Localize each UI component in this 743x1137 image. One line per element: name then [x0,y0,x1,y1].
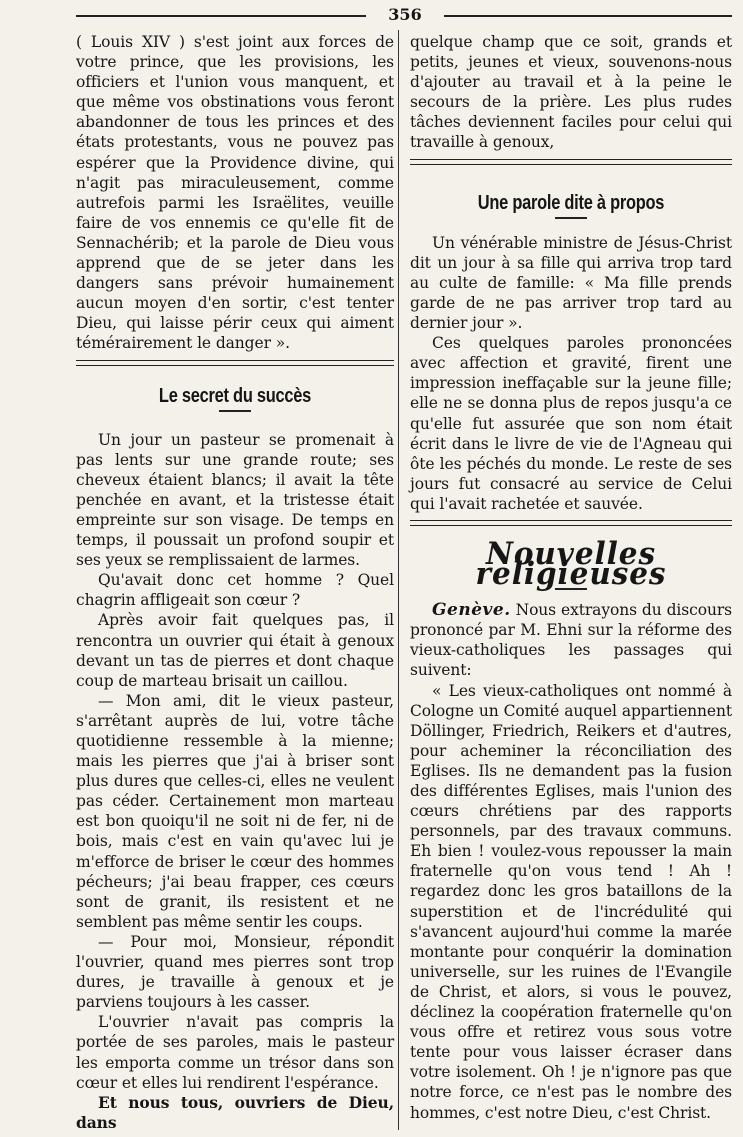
article-paragraph: L'ouvrier n'avait pas compris la portée de ses paroles, mais le pasteur les emporta comme un trésor dans son cœur et elles lui rendirent l'espérance. [76,1013,394,1092]
header-rule-right [444,15,732,17]
section-title: Nouvelles religieuses [475,535,667,593]
article-paragraph: Un jour un pasteur se promenait à pas lents sur une grande route; ses cheveux étaient blancs; il avait la tête penchée en avant, et la tristesse était empreinte sur son visage. De temps en temps, il poussait un profond soupir et ses yeux se remplissaient de larmes. [76,430,394,570]
page-number: 356 [388,5,422,24]
right-column [410,32,732,1123]
news-paragraph [410,600,732,680]
page-header [76,4,732,26]
article-paragraph: Un vénérable ministre de Jésus-Christ dit un jour à sa fille qui arriva trop tard au culte de famille: « Ma fille prends garde de ne pas arriver trop tard au dernier jour ». [410,233,732,333]
article-title: Le secret du succès [158,384,312,407]
article-paragraph: — Mon ami, dit le vieux pasteur, s'arrêtant auprès de lui, votre tâche quotidienne ressemble à la mienne; mais les pierres que j'ai à briser sont plus dures que celles-ci, elles ne veulent pas céder. Certainement mon marteau est bon quoiqu'il ne soit ni de fer, ni de bois, mais c'est en vain qu'avec lui je m'efforce de briser le cœur des hommes pécheurs; j'ai beau frapper, ces cœurs sont de granit, ils resistent et ne semblent pas même sentir les coups. [76,691,394,931]
article-paragraph: Et nous tous, ouvriers de Dieu, dans [76,1092,394,1132]
column-divider [398,30,399,1130]
continuation-paragraph: quelque champ que ce soit, grands et petits, jeunes et vieux, souvenons-nous d'ajouter au travail et à la peine le secours de la prière. Les plus rudes tâches deviennent faciles pour celui qui travaille à genoux, [410,33,732,152]
place-name: Genève. [432,600,511,621]
article-paragraph: — Pour moi, Monsieur, répondit l'ouvrier, quand mes pierres sont trop dures, je travaille à genoux et je parviens toujours à les casser. [76,932,394,1012]
left-column [76,32,394,1133]
article-title: Une parole dite à propos [477,191,665,214]
header-rule-left [76,15,366,17]
article-paragraph: Qu'avait donc cet homme ? Quel chagrin affligeait son cœur ? [76,571,394,610]
news-intro: Nous extrayons du discours prononcé par M. Ehni sur la réforme des vieux-catholiques les passages qui suivent: [410,601,732,680]
continuation-paragraph: ( Louis XIV ) s'est joint aux forces de votre prince, que les provisions, les officiers et l'union vous manquent, et que même vos obstinations vous feront abandonner de tous les princes et des états protestants, vous ne pouvez pas espérer que la Providence divine, qui n'agit pas miraculeusement, comme autrefois parmi les Israëlites, veuille faire de vos ennemis ce qu'elle fit de Sennachérib; et la parole de Dieu vous apprend que de se jeter dans les dangers sans prévoir humainement aucun moyen d'en sortir, c'est tenter Dieu, qui laisse périr ceux qui aiment témérairement le danger ». [76,33,394,353]
quote-paragraph: « Les vieux-catholiques ont nommé à Cologne un Comité auquel appartiennent Döllinger, Friedrich, Reikers et d'autres, pour acheminer la réconciliation des Eglises. Ils ne demandent pas la fusion des différentes Eglises, mais l'union des cœurs chrétiens par des rapports personnels, par des travaux communs. Eh bien ! voulez-vous repousser la main fraternelle qu'on vous tend ! Ah ! regardez donc les gros bataillons de la superstition et de l'incrédulité qui s'avancent aujourd'hui comme la marée montante pour conquérir la domination universelle, sur les ruines de l'Evangile de Christ, et alors, si vous le pouvez, déclinez la coopération fraternelle qu'on vous offre et retirez vous sous votre tente pour vous laisser écraser dans votre isolement. Oh ! je n'ignore pas que notre force, ce n'est pas le nombre des hommes, c'est notre Dieu, c'est Christ. [410,681,732,1122]
article-paragraph: Ces quelques paroles prononcées avec affection et gravité, firent une impression ineffaçable sur la jeune fille; elle ne se donna plus de repos jusqu'a ce qu'elle fut assurée que son nom était écrit dans le livre de vie de l'Agneau qui ôte les péchés du monde. Le reste de ses jours fut consacré au service de Celui qui l'avait rachetée et sauvée. [410,334,732,513]
article-paragraph: Après avoir fait quelques pas, il rencontra un ouvrier qui était à genoux devant un tas de pierres et dont chaque coup de marteau brisait un caillou. [76,611,394,690]
